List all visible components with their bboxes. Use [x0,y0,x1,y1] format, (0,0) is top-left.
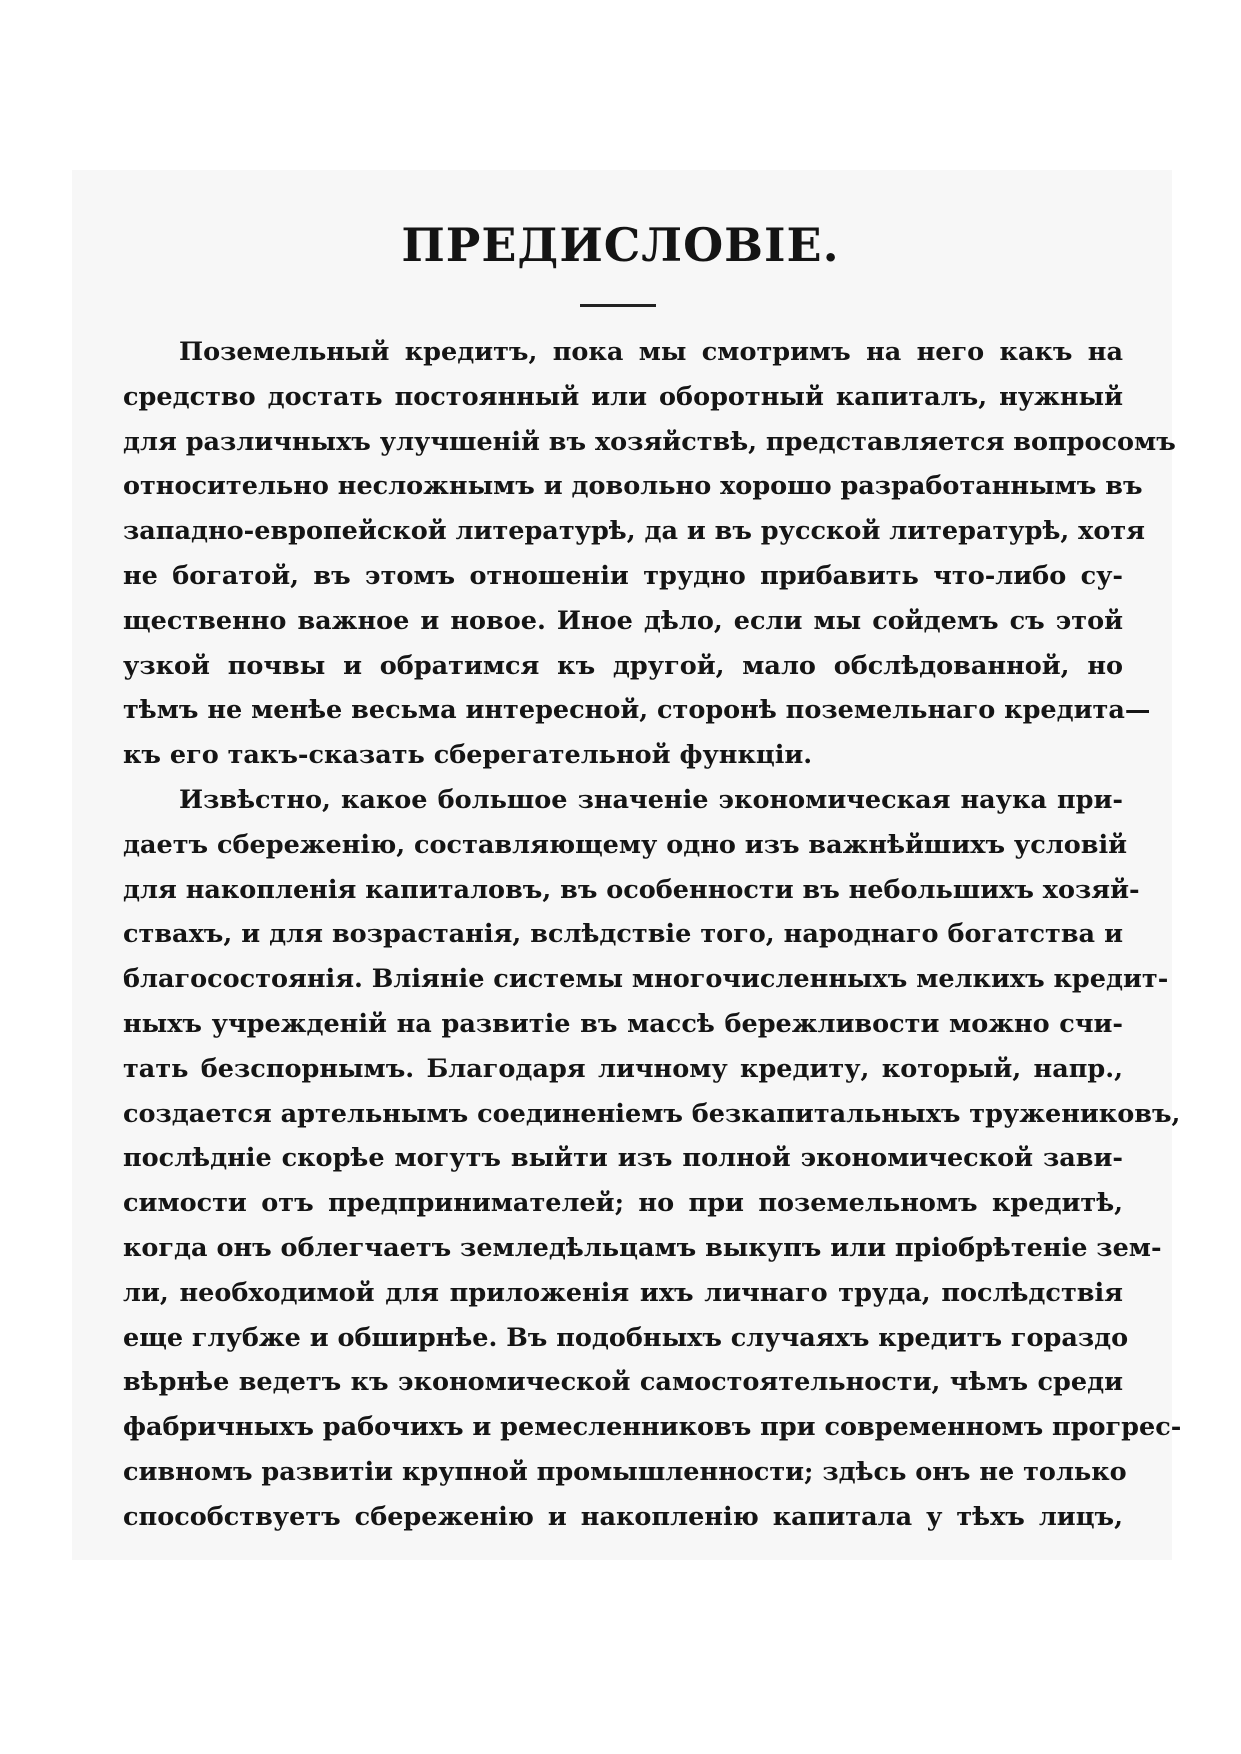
text-line: для накопленія капиталовъ, въ особенности въ небольшихъ хозяй- [123,874,1140,905]
text-line: къ его такъ-сказать сберегательной функціи. [123,740,813,771]
text-line: ли, необходимой для приложенія ихъ личнаго труда, послѣдствія [123,1277,1123,1308]
text-line: послѣдніе скорѣе могутъ выйти изъ полной экономической зави- [123,1143,1123,1174]
title-rule [580,304,656,307]
body-text [123,330,1182,1540]
text-line: даетъ сбереженію, составляющему одно изъ важнѣйшихъ условій [123,829,1128,860]
text-line: Поземельный кредитъ, пока мы смотримъ на него какъ на [179,337,1123,367]
text-line: ныхъ учрежденій на развитіе въ массѣ бережливости можно счи- [123,1008,1123,1039]
text-line: щественно важное и новое. Иное дѣло, если мы сойдемъ съ этой [123,605,1123,636]
text-line: создается артельнымъ соединеніемъ безкапитальныхъ тружениковъ, [123,1098,1181,1129]
text-line: фабричныхъ рабочихъ и ремесленниковъ при современномъ прогрес- [123,1412,1182,1443]
text-line: благосостоянія. Вліяніе системы многочисленныхъ мелкихъ кредит- [123,964,1169,995]
text-line: симости отъ предпринимателей; но при поземельномъ кредитѣ, [123,1188,1123,1219]
text-line: способствуетъ сбереженію и накопленію капитала у тѣхъ лицъ, [123,1501,1123,1532]
text-line: западно-европейской литературѣ, да и въ русской литературѣ, хотя [123,516,1145,547]
text-line: для различныхъ улучшеній въ хозяйствѣ, представляется вопросомъ [123,426,1176,457]
page-title: ПРЕДИСЛОВІЕ. [401,218,840,272]
text-line: сивномъ развитіи крупной промышленности; здѣсь онъ не только [123,1456,1127,1487]
text-line: средство достать постоянный или оборотный капиталъ, нужный [123,381,1123,412]
text-line: не богатой, въ этомъ отношеніи трудно прибавить что-либо су- [123,560,1123,591]
text-line: узкой почвы и обратимся къ другой, мало обслѣдованной, но [123,650,1123,681]
text-line: еще глубже и обширнѣе. Въ подобныхъ случаяхъ кредитъ гораздо [123,1322,1129,1353]
text-line: вѣрнѣе ведетъ къ экономической самостоятельности, чѣмъ среди [123,1367,1123,1398]
text-line: тать безспорнымъ. Благодаря личному кредиту, который, напр., [123,1053,1123,1084]
text-line: относительно несложнымъ и довольно хорошо разработаннымъ въ [123,471,1143,502]
text-line: Извѣстно, какое большое значеніе экономическая наука при- [179,784,1123,815]
text-line: тѣмъ не менѣе весьма интересной, сторонѣ поземельнаго кредита— [123,695,1151,726]
text-line: когда онъ облегчаетъ земледѣльцамъ выкупъ или пріобрѣтеніе зем- [123,1232,1162,1263]
text-line: ствахъ, и для возрастанія, вслѣдствіе того, народнаго богатства и [123,919,1123,950]
